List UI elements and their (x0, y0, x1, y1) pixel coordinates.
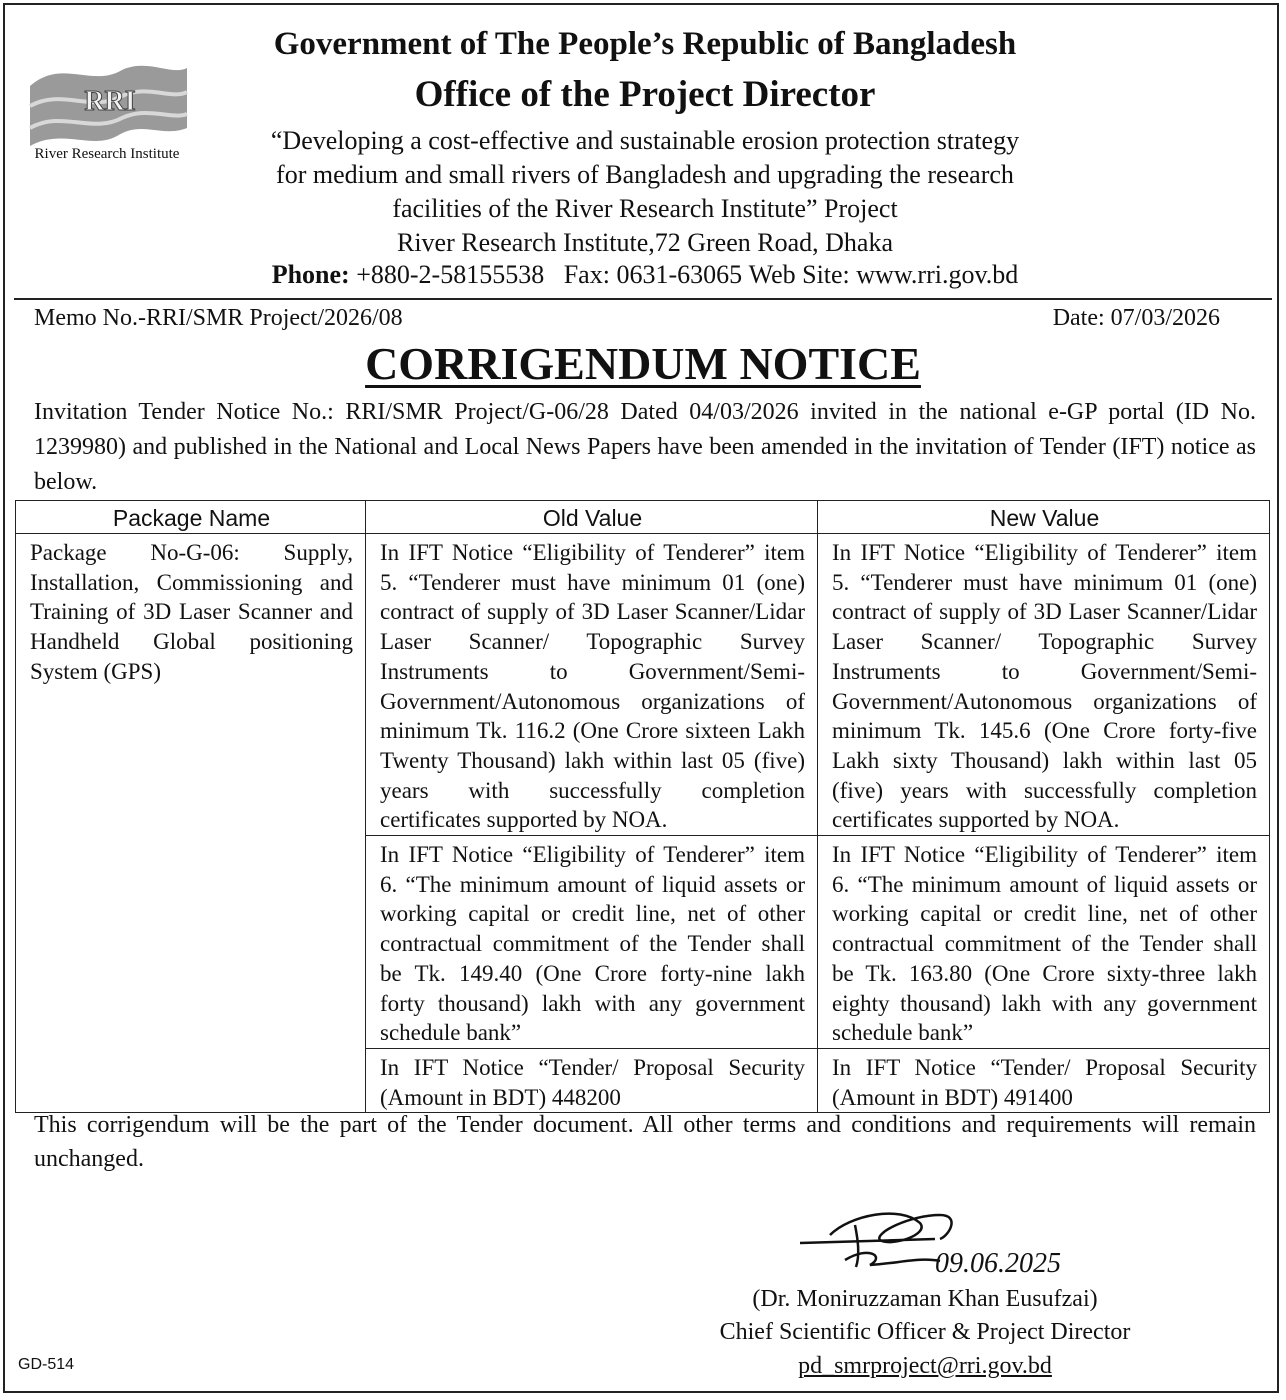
page-title: CORRIGENDUM NOTICE (365, 338, 921, 389)
old-value-cell: In IFT Notice “Eligibility of Tenderer” item 6. “The minimum amount of liquid assets or working capital or credit line, net of other contractual commitment of the Tender shall be Tk. 149.40 (One Crore forty-nine lakh forty thousand) lakh with any government schedule bank” (366, 836, 818, 1049)
signature (790, 1195, 1140, 1295)
table-row (16, 534, 1270, 836)
logo-caption: River Research Institute (34, 146, 180, 162)
column-header-new: New Value (818, 501, 1270, 534)
memo-number: Memo No.-RRI/SMR Project/2026/08 (34, 305, 403, 331)
corrigendum-table (15, 500, 1270, 1113)
svg-text:RRI: RRI (84, 86, 136, 117)
new-value-cell: In IFT Notice “Eligibility of Tenderer” item 5. “Tenderer must have minimum 01 (one) contract of supply of 3D Laser Scanner/Lidar Laser Scanner/ Topographic Survey Instruments to Government/Semi-Government/Autonomous organizations of minimum Tk. 145.6 (One Crore forty-five Lakh sixty Thousand) lakh within last 05 (five) years with successfully completion certificates supported by NOA. (818, 534, 1270, 836)
office-heading: Office of the Project Director (414, 74, 876, 115)
intro-paragraph: Invitation Tender Notice No.: RRI/SMR Project/G-06/28 Dated 04/03/2026 invited in the national e-GP portal (ID No. 1239980) and published in the National and Local News Papers have been amended in the invitation of Tender (IFT) notice as below. (34, 399, 1256, 495)
header-divider (14, 298, 1272, 300)
new-value-cell: In IFT Notice “Eligibility of Tenderer” item 6. “The minimum amount of liquid assets or working capital or credit line, net of other contractual commitment of the Tender shall be Tk. 163.80 (One Crore sixty-three lakh eighty thousand) lakh with any government schedule bank” (818, 836, 1270, 1049)
package-cell: Package No-G-06: Supply, Installation, Commissioning and Training of 3D Laser Scanner and Handheld Global positioning System (GPS) (16, 534, 366, 1113)
signatory-email[interactable]: pd_smrproject@rri.gov.bd (798, 1353, 1052, 1379)
new-value-cell: In IFT Notice “Tender/ Proposal Security (Amount in BDT) 491400 (818, 1048, 1270, 1112)
closing-paragraph: This corrigendum will be the part of the Tender document. All other terms and conditions and requirements will remain unchanged. (34, 1112, 1256, 1172)
phone-number: +880-2-58155538 (356, 260, 545, 289)
signatory-name: (Dr. Moniruzzaman Khan Eusufzai) (752, 1286, 1098, 1312)
table-header-row (16, 501, 1270, 534)
government-heading: Government of The People’s Republic of Bangladesh (273, 26, 1017, 62)
website: www.rri.gov.bd (856, 260, 1019, 289)
signature-date: 09.06.2025 (935, 1248, 1061, 1279)
column-header-package: Package Name (16, 501, 366, 534)
project-description: “Developing a cost-effective and sustainable erosion protection strategy for medium and small rivers of Bangladesh and upgrading the research facilities of the River Research Institute” Project River Research Institute,72 Green Road, Dhaka (270, 126, 1020, 257)
fax-number: 0631-63065 (616, 260, 743, 289)
signatory-designation: Chief Scientific Officer & Project Director (719, 1319, 1131, 1345)
old-value-cell: In IFT Notice “Tender/ Proposal Security (Amount in BDT) 448200 (366, 1048, 818, 1112)
contact-line: Phone: +880-2-58155538 Fax: 0631-63065 Web Site: www.rri.gov.bd (271, 260, 1019, 289)
document-code: GD-514 (18, 1356, 75, 1373)
notice-date: Date: 07/03/2026 (1052, 305, 1220, 331)
column-header-old: Old Value (366, 501, 818, 534)
old-value-cell: In IFT Notice “Eligibility of Tenderer” item 5. “Tenderer must have minimum 01 (one) contract of supply of 3D Laser Scanner/Lidar Laser Scanner/ Topographic Survey Instruments to Government/Semi-Government/Autonomous organizations of minimum Tk. 116.2 (One Crore sixteen Lakh Twenty Thousand) lakh within last 05 (five) years with successfully completion certificates supported by NOA. (366, 534, 818, 836)
